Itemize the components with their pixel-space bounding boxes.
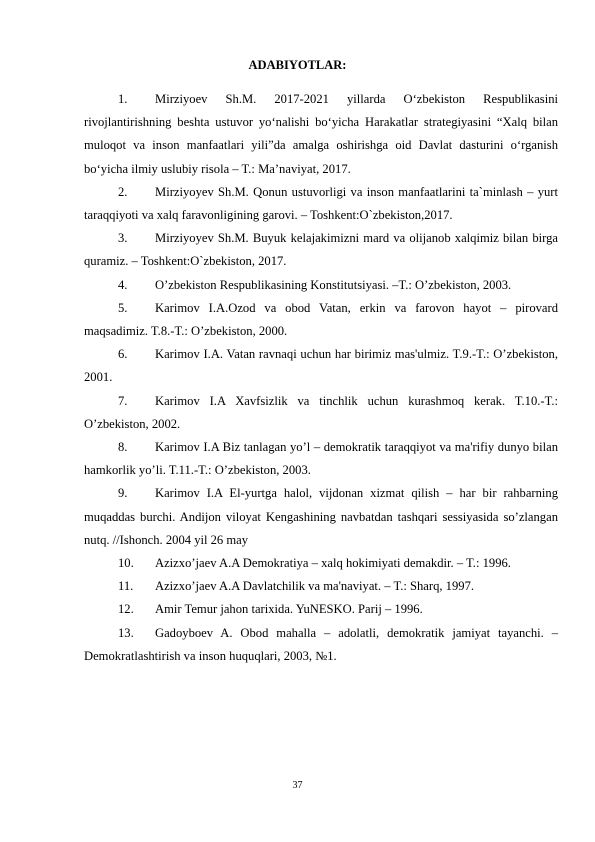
reference-item (84, 552, 558, 575)
reference-text: Amir Temur jahon tarixida. YuNESKO. Parij – 1996. (155, 602, 423, 617)
reference-number: 2. (118, 184, 128, 199)
reference-item (84, 482, 558, 552)
reference-text: O’zbekiston Respublikasining Konstitutsiyasi. –T.: O’zbekiston, 2003. (155, 277, 512, 292)
reference-number: 11. (118, 579, 134, 594)
reference-text: Karimov I.A El-yurtga halol, vijdonan xizmat qilish – har bir rahbarning muqaddas burchi. Andijon viloyat Kengashining navbatdan tashqari sessiyasida so’zlangan nutq. //Ishonch. 2004 yil 26 may (84, 486, 558, 547)
page-number: 37 (292, 780, 303, 791)
reference-item (84, 297, 558, 343)
reference-item (84, 181, 558, 227)
reference-number: 12. (118, 602, 134, 617)
reference-text: Karimov I.A.Ozod va obod Vatan, erkin va farovon hayot – pirovard maqsadimiz. T.8.-T.: O’zbekiston, 2000. (84, 300, 558, 339)
reference-text: Azizxo’jaev A.A Demokratiya – xalq hokimiyati demakdir. – T.: 1996. (155, 556, 511, 571)
reference-item (84, 598, 558, 621)
reference-number: 5. (118, 300, 128, 315)
reference-number: 10. (118, 556, 134, 571)
reference-item (84, 436, 558, 482)
reference-number: 13. (118, 625, 134, 640)
reference-number: 4. (118, 277, 128, 292)
reference-text: Karimov I.A Biz tanlagan yo’l – demokratik taraqqiyot va ma'rifiy dunyo bilan hamkorlik yo’li. T.11.-T.: O’zbekiston, 2003. (84, 440, 558, 478)
reference-item (84, 88, 558, 181)
reference-item (84, 274, 558, 297)
reference-text: Mirziyoev Sh.M. 2017-2021 yillarda O‘zbekiston Respublikasini rivojlantirishning beshta ustuvor yo‘nalishi bo‘yicha Harakatlar strategiyasini “Xalq bilan muloqot va inson manfaatlari yili”da amalga oshirishga oid Davlat dasturini o‘rganish bo‘yicha ilmiy uslubiy risola – T.: Ma’naviyat, 2017. (84, 92, 558, 176)
reference-item (84, 227, 558, 273)
reference-number: 3. (118, 231, 128, 246)
reference-text: Karimov I.A. Vatan ravnaqi uchun har birimiz mas'ulmiz. T.9.-T.: O’zbekiston, 2001. (84, 347, 558, 385)
reference-item (84, 622, 558, 668)
reference-number: 1. (118, 92, 128, 106)
reference-number: 9. (118, 486, 128, 501)
reference-text: Azizxo’jaev A.A Davlatchilik va ma'naviyat. – T.: Sharq, 1997. (155, 579, 475, 594)
reference-text: Mirziyoyev Sh.M. Buyuk kelajakimizni mard va olijanob xalqimiz bilan birga quramiz. – Toshkent:O`zbekiston, 2017. (84, 231, 558, 269)
reference-text: Karimov I.A Xavfsizlik va tinchlik uchun kurashmoq kerak. T.10.-T.: O’zbekiston, 2002. (84, 393, 558, 431)
reference-text: Mirziyoyev Sh.M. Qonun ustuvorligi va inson manfaatlarini ta`minlash – yurt taraqqiyoti va xalq faravonligining garovi. – Toshkent:O`zbekiston,2017. (84, 184, 558, 223)
reference-number: 8. (118, 440, 128, 455)
references-list (84, 88, 558, 668)
reference-number: 7. (118, 393, 128, 408)
reference-number: 6. (118, 347, 128, 362)
reference-text: Gadoyboev A. Obod mahalla – adolatli, demokratik jamiyat tayanchi. –Demokratlashtirish va inson huquqlari, 2003, №1. (84, 625, 558, 663)
reference-item (84, 343, 558, 389)
reference-item (84, 575, 558, 598)
page-title: ADABIYOTLAR: (248, 58, 347, 72)
reference-item (84, 390, 558, 436)
